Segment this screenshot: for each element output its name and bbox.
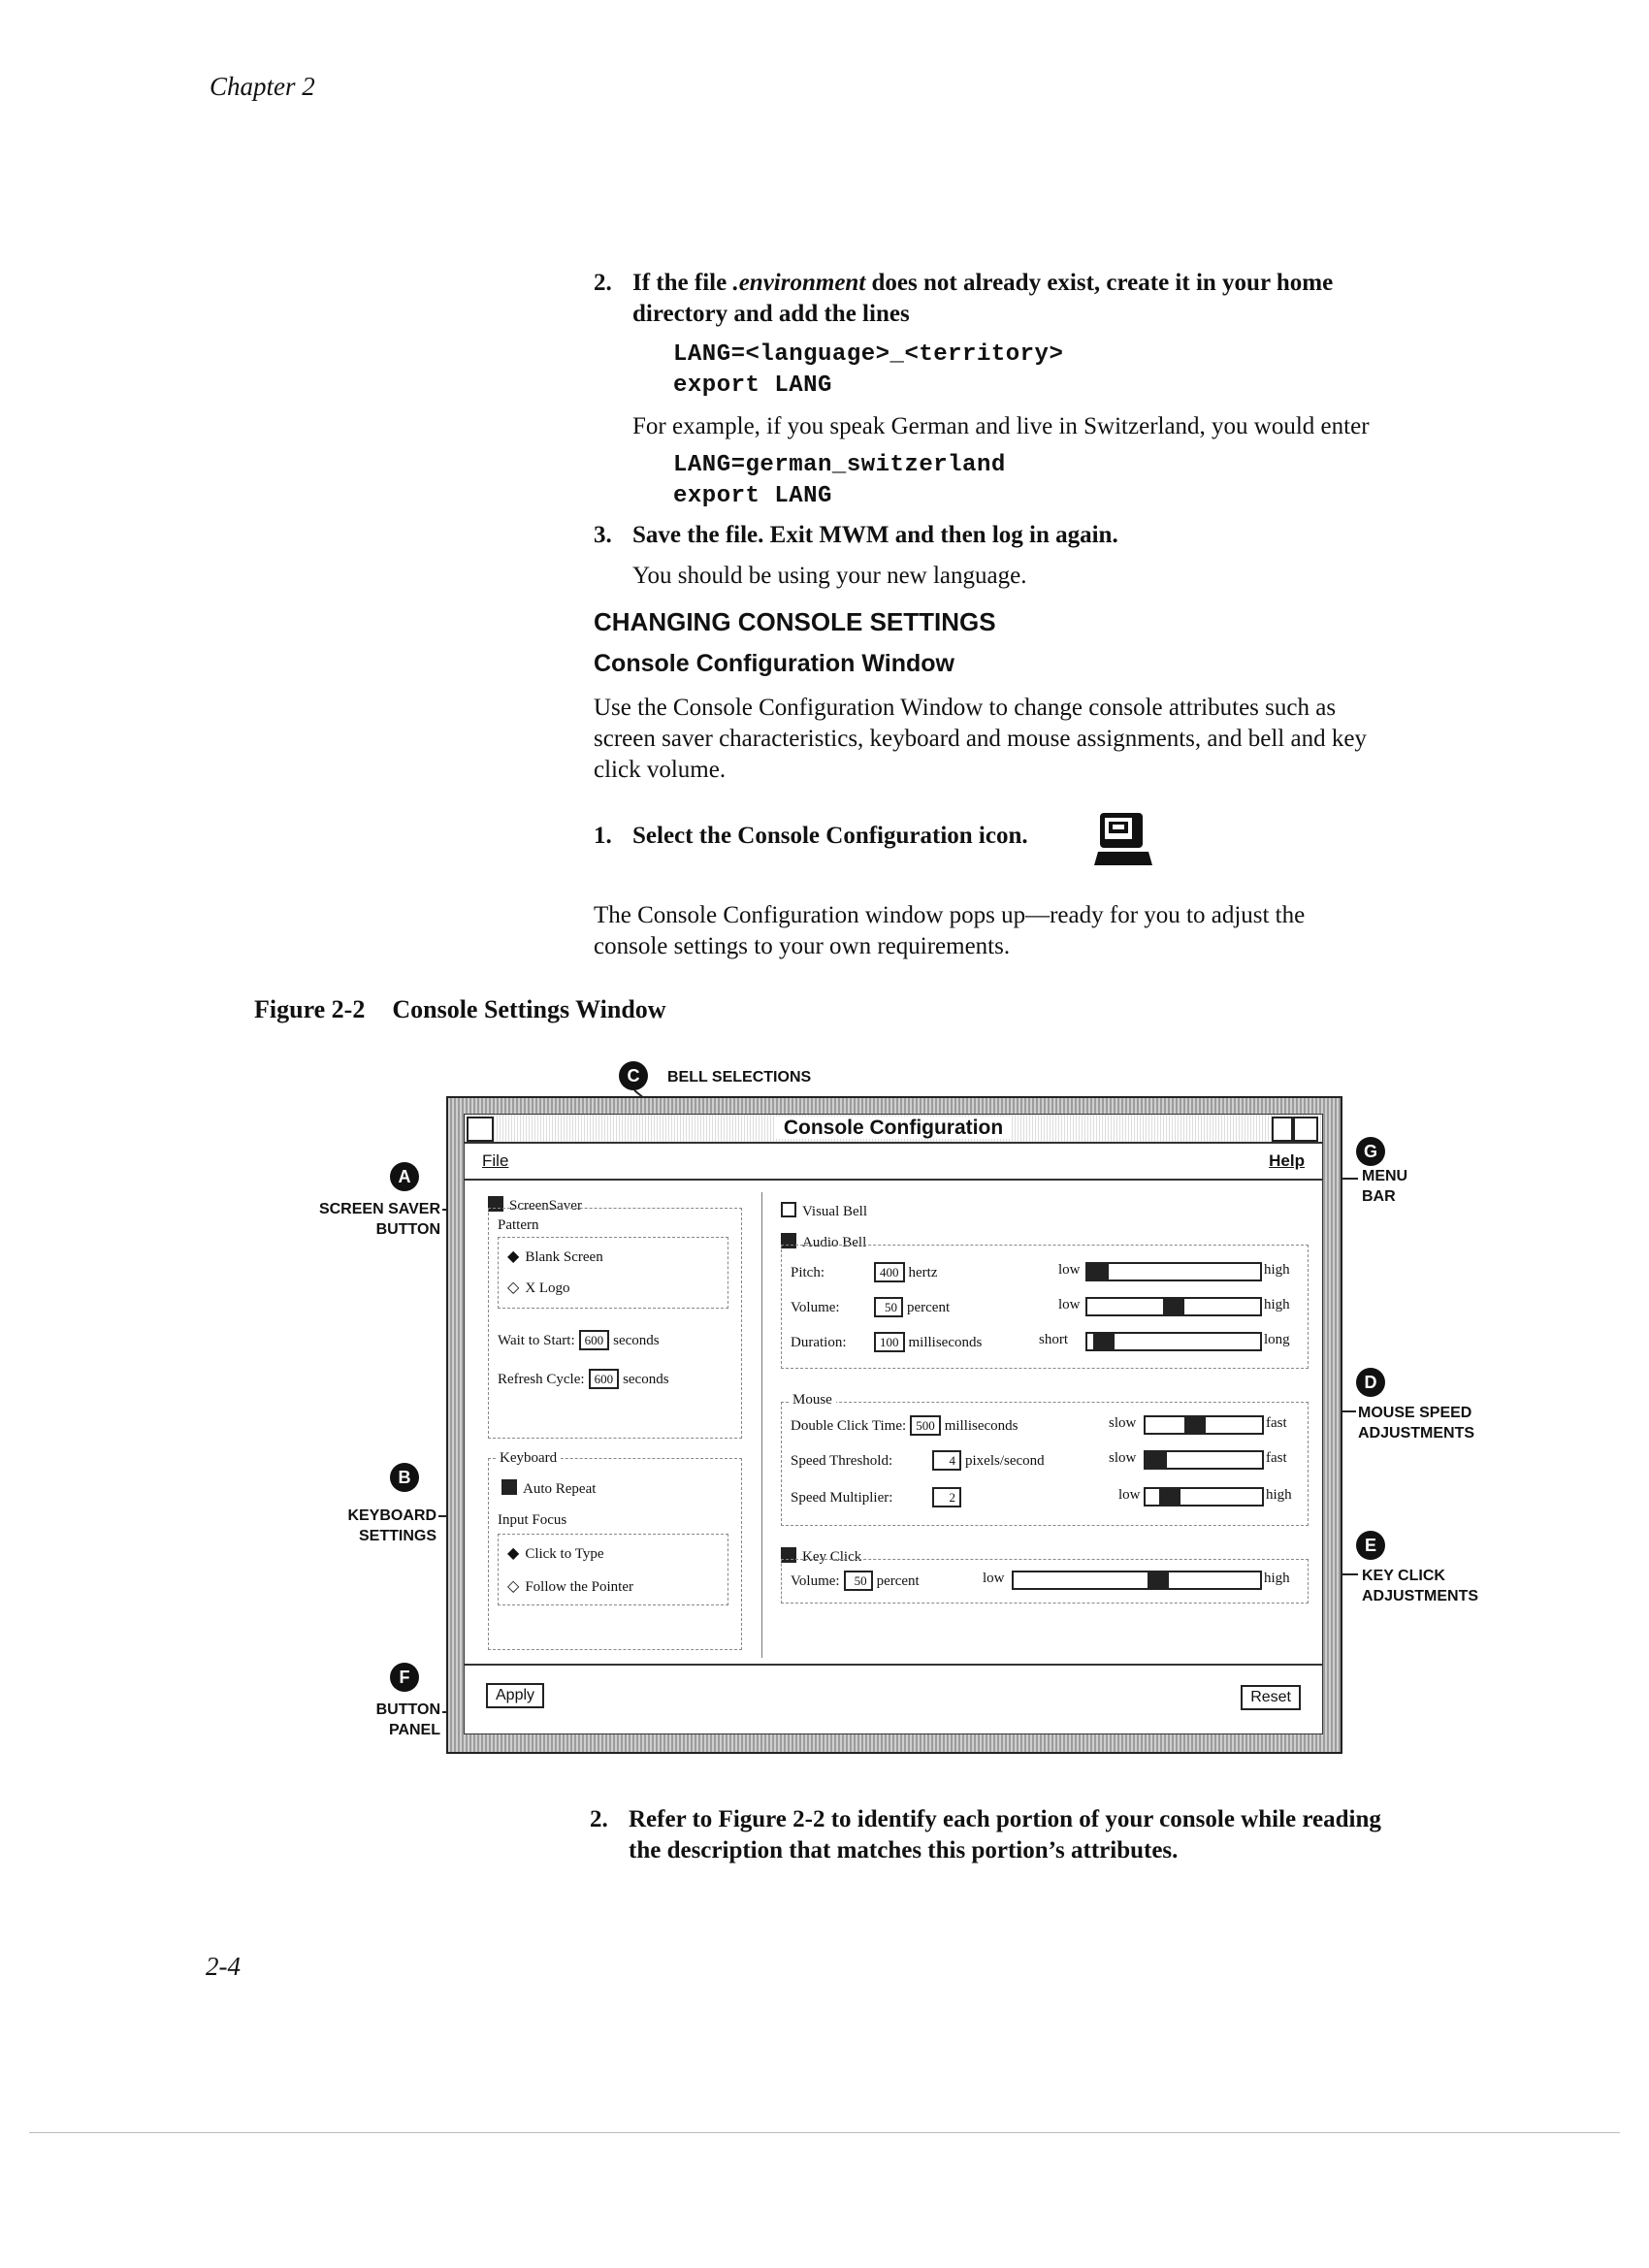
callout-c-label: BELL SELECTIONS xyxy=(667,1069,812,1085)
follow-pointer-label: Follow the Pointer xyxy=(525,1579,633,1595)
speed-threshold-row xyxy=(791,1450,1045,1471)
step-number: 2. xyxy=(590,1806,608,1832)
duration-row xyxy=(791,1332,982,1352)
step-result: The Console Configuration window pops up—ready for you to adjust the xyxy=(594,902,1306,928)
page-bottom-rule xyxy=(29,2132,1620,2133)
click-to-type-radio[interactable]: ◆ Click to Type xyxy=(507,1545,604,1562)
step-select-icon xyxy=(594,821,1028,852)
double-click-unit: milliseconds xyxy=(944,1418,1018,1434)
duration-input[interactable]: 100 xyxy=(874,1332,905,1352)
step-number: 2. xyxy=(594,270,612,296)
duration-unit: milliseconds xyxy=(908,1335,983,1350)
bell-volume-high: high xyxy=(1264,1297,1290,1312)
callout-e-line2: ADJUSTMENTS xyxy=(1362,1588,1479,1604)
speed-multiplier-low: low xyxy=(1118,1487,1141,1503)
blank-screen-label: Blank Screen xyxy=(525,1249,603,1265)
speed-multiplier-row xyxy=(791,1487,965,1507)
pattern-label: Pattern xyxy=(498,1217,539,1233)
duration-short: short xyxy=(1039,1332,1068,1347)
callout-a-line2: BUTTON xyxy=(375,1221,440,1238)
step-text: Refer to Figure 2-2 to identify each portion of your console while reading xyxy=(629,1806,1381,1832)
callout-b-line1: KEYBOARD xyxy=(347,1507,436,1524)
bell-volume-row xyxy=(791,1297,950,1317)
double-click-input[interactable]: 500 xyxy=(910,1415,941,1436)
step-text-cont: does not already exist, create it in your home xyxy=(865,270,1334,296)
auto-repeat-label: Auto Repeat xyxy=(523,1481,597,1497)
double-click-slider[interactable] xyxy=(1144,1415,1264,1435)
callout-c-badge: C xyxy=(619,1061,648,1090)
duration-label: Duration: xyxy=(791,1335,847,1350)
auto-repeat-toggle[interactable] xyxy=(501,1479,596,1498)
window-title-text: Console Configuration xyxy=(776,1117,1011,1139)
duration-slider-knob[interactable] xyxy=(1093,1334,1115,1349)
paragraph-line: screen saver characteristics, keyboard and mouse assignments, and bell and key xyxy=(594,726,1367,752)
key-click-low: low xyxy=(983,1571,1005,1586)
callout-g-line1: MENU xyxy=(1362,1168,1408,1184)
callout-a-badge: A xyxy=(390,1162,419,1191)
callout-d-badge: D xyxy=(1356,1368,1385,1397)
key-click-slider-knob[interactable] xyxy=(1148,1572,1169,1588)
button-panel-divider xyxy=(465,1664,1322,1666)
follow-pointer-radio[interactable]: ◇ Follow the Pointer xyxy=(507,1578,633,1595)
screensaver-label: ScreenSaver xyxy=(509,1198,582,1214)
callout-b-badge: B xyxy=(390,1463,419,1492)
bell-volume-input[interactable]: 50 xyxy=(874,1297,903,1317)
key-click-volume-label: Volume: xyxy=(791,1573,840,1589)
speed-threshold-fast: fast xyxy=(1266,1450,1287,1466)
callout-f-line1: BUTTON xyxy=(375,1701,440,1718)
visual-bell-checkbox[interactable] xyxy=(781,1202,796,1217)
pitch-row xyxy=(791,1262,937,1282)
key-click-label: Key Click xyxy=(802,1549,862,1565)
paragraph-line: click volume. xyxy=(594,757,727,783)
menu-help[interactable]: Help xyxy=(1269,1151,1305,1170)
minimize-button[interactable] xyxy=(1272,1117,1293,1142)
refresh-unit: seconds xyxy=(623,1372,669,1387)
bell-volume-slider-knob[interactable] xyxy=(1163,1299,1184,1314)
code-line: export LANG xyxy=(673,373,832,399)
callout-e-label xyxy=(1362,1566,1478,1606)
refresh-label: Refresh Cycle: xyxy=(498,1372,585,1387)
xlogo-label: X Logo xyxy=(525,1280,570,1296)
pitch-low: low xyxy=(1058,1262,1081,1278)
callout-e-badge: E xyxy=(1356,1531,1385,1560)
speed-multiplier-input[interactable]: 2 xyxy=(932,1487,961,1507)
callout-a-line1: SCREEN SAVER xyxy=(318,1201,440,1217)
step-save-file xyxy=(594,520,1118,551)
duration-long: long xyxy=(1264,1332,1290,1347)
refresh-cycle-row xyxy=(498,1369,669,1389)
refresh-input[interactable]: 600 xyxy=(589,1369,620,1389)
step-text: If the file xyxy=(632,270,733,296)
double-click-fast: fast xyxy=(1266,1415,1287,1431)
page-number: 2-4 xyxy=(206,1952,241,1981)
apply-button[interactable]: Apply xyxy=(486,1683,544,1708)
callout-b-line2: SETTINGS xyxy=(358,1528,436,1544)
window-body xyxy=(464,1114,1323,1734)
callout-d-line2: ADJUSTMENTS xyxy=(1358,1425,1475,1442)
window-title xyxy=(465,1117,1322,1140)
auto-repeat-checkbox[interactable] xyxy=(501,1479,517,1495)
paragraph-line: Use the Console Configuration Window to change console attributes such as xyxy=(594,695,1337,721)
input-focus-label: Input Focus xyxy=(498,1512,567,1528)
speed-multiplier-high: high xyxy=(1266,1487,1292,1503)
key-click-high: high xyxy=(1264,1571,1290,1586)
wait-to-start-row xyxy=(498,1330,660,1350)
duration-slider[interactable] xyxy=(1085,1332,1262,1351)
step-number: 1. xyxy=(594,823,612,849)
section-heading: CHANGING CONSOLE SETTINGS xyxy=(594,607,996,636)
callout-d-label xyxy=(1358,1403,1474,1443)
xlogo-radio[interactable]: ◇ X Logo xyxy=(507,1280,570,1296)
speed-multiplier-slider[interactable] xyxy=(1144,1487,1264,1507)
key-click-volume-input[interactable]: 50 xyxy=(844,1571,873,1591)
callout-g-badge: G xyxy=(1356,1137,1385,1166)
maximize-button[interactable] xyxy=(1293,1117,1318,1142)
pitch-high: high xyxy=(1264,1262,1290,1278)
key-click-volume-unit: percent xyxy=(876,1573,920,1589)
title-bar[interactable] xyxy=(465,1115,1322,1144)
double-click-label: Double Click Time: xyxy=(791,1418,907,1434)
speed-threshold-unit: pixels/second xyxy=(965,1453,1045,1469)
figure-number: Figure 2-2 xyxy=(254,995,366,1023)
figure-caption xyxy=(254,995,666,1024)
step-result: console settings to your own requirements. xyxy=(594,933,1011,959)
pitch-slider[interactable] xyxy=(1085,1262,1262,1281)
speed-threshold-input[interactable]: 4 xyxy=(932,1450,961,1471)
visual-bell-label: Visual Bell xyxy=(802,1204,868,1219)
step-number: 3. xyxy=(594,522,612,548)
double-click-slider-knob[interactable] xyxy=(1184,1417,1206,1433)
bell-volume-label: Volume: xyxy=(791,1300,840,1315)
click-to-type-label: Click to Type xyxy=(525,1546,604,1562)
code-line: LANG=german_switzerland xyxy=(673,452,1006,478)
speed-threshold-slider[interactable] xyxy=(1144,1450,1264,1470)
callout-a-label xyxy=(301,1199,440,1240)
pitch-slider-knob[interactable] xyxy=(1087,1264,1109,1280)
wait-label: Wait to Start: xyxy=(498,1333,575,1348)
example-text: For example, if you speak German and live in Switzerland, you would enter xyxy=(632,413,1370,439)
speed-multiplier-label: Speed Multiplier: xyxy=(791,1490,893,1506)
speed-threshold-slow: slow xyxy=(1109,1450,1137,1466)
mouse-label: Mouse xyxy=(789,1392,836,1409)
chapter-header: Chapter 2 xyxy=(210,72,315,101)
callout-b-label xyxy=(301,1506,436,1546)
file-name: .environment xyxy=(732,270,866,296)
reset-button[interactable]: Reset xyxy=(1241,1685,1301,1710)
pitch-unit: hertz xyxy=(908,1265,938,1280)
speed-multiplier-slider-knob[interactable] xyxy=(1159,1489,1180,1505)
speed-threshold-slider-knob[interactable] xyxy=(1146,1452,1167,1468)
bell-volume-low: low xyxy=(1058,1297,1081,1312)
console-configuration-window xyxy=(446,1096,1341,1752)
double-click-row xyxy=(791,1415,1018,1436)
step-refer-figure xyxy=(590,1804,1381,1835)
code-line: LANG=<language>_<territory> xyxy=(673,341,1064,368)
console-configuration-icon[interactable] xyxy=(1092,809,1154,871)
step-create-environment xyxy=(594,268,1467,299)
wait-unit: seconds xyxy=(613,1333,660,1348)
callout-d-line1: MOUSE SPEED xyxy=(1358,1405,1472,1421)
key-click-slider[interactable] xyxy=(1012,1571,1262,1590)
key-click-volume-row xyxy=(791,1571,920,1591)
step-text-line2: the description that matches this portion’s attributes. xyxy=(629,1837,1179,1863)
audio-bell-label: Audio Bell xyxy=(802,1235,867,1250)
pitch-input[interactable]: 400 xyxy=(874,1262,905,1282)
bell-volume-unit: percent xyxy=(907,1300,951,1315)
callout-g-line2: BAR xyxy=(1362,1188,1396,1205)
step-text-line2: directory and add the lines xyxy=(632,301,910,327)
wait-input[interactable]: 600 xyxy=(579,1330,610,1350)
callout-g-label xyxy=(1362,1166,1407,1207)
callout-f-line2: PANEL xyxy=(388,1722,440,1738)
menu-file[interactable]: File xyxy=(482,1151,509,1170)
keyboard-label: Keyboard xyxy=(496,1450,561,1467)
figure-title: Console Settings Window xyxy=(392,995,666,1023)
callout-f-badge: F xyxy=(390,1663,419,1692)
pitch-label: Pitch: xyxy=(791,1265,825,1280)
bell-volume-slider[interactable] xyxy=(1085,1297,1262,1316)
menu-bar xyxy=(465,1144,1322,1181)
panel-divider xyxy=(761,1192,762,1658)
section-subheading: Console Configuration Window xyxy=(594,650,954,677)
callout-f-label xyxy=(330,1700,440,1740)
visual-bell-toggle[interactable] xyxy=(781,1202,867,1220)
blank-screen-radio[interactable]: ◆ Blank Screen xyxy=(507,1248,603,1265)
code-line: export LANG xyxy=(673,483,832,509)
step-text: Save the file. Exit MWM and then log in again. xyxy=(632,522,1118,548)
step-text: Select the Console Configuration icon. xyxy=(632,823,1028,849)
step-result: You should be using your new language. xyxy=(632,563,1027,589)
speed-threshold-label: Speed Threshold: xyxy=(791,1453,893,1469)
double-click-slow: slow xyxy=(1109,1415,1137,1431)
callout-e-line1: KEY CLICK xyxy=(1362,1568,1445,1584)
